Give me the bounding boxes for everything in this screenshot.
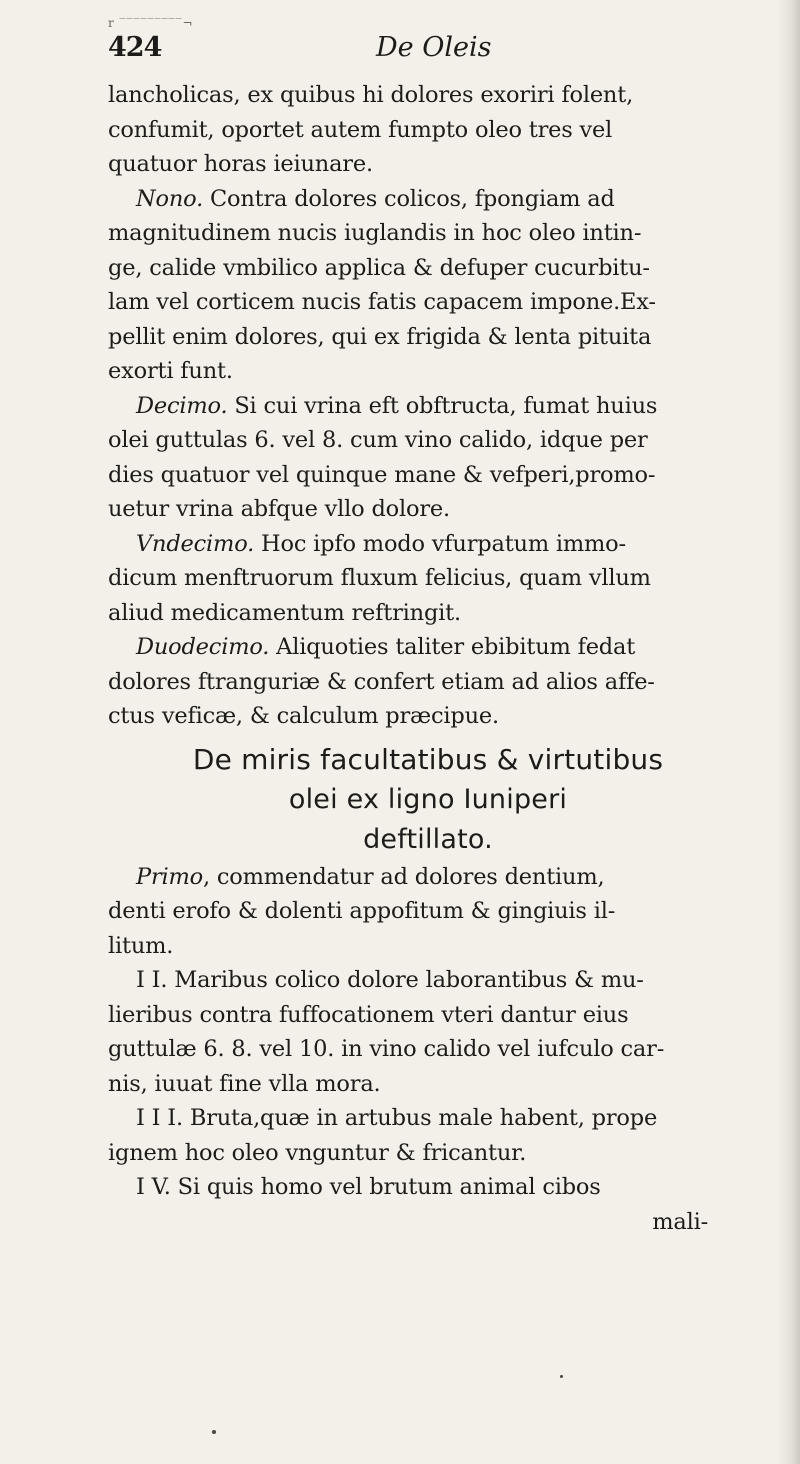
text-line: I V. Si quis homo vel brutum animal cibos	[136, 1174, 601, 1200]
text-line: ctus veficæ, & calculum præcipue.	[108, 703, 499, 729]
section-heading-line: deftillato.	[363, 823, 493, 855]
paragraph-first-line	[108, 860, 748, 895]
text-line: confumit, oportet autem fumpto oleo tres vel	[108, 116, 613, 143]
section-heading-line: olei ex ligno Iuniperi	[288, 783, 568, 815]
paragraph-first-line	[108, 389, 748, 424]
text-line: lieribus contra fuffocationem vteri dantur eius	[108, 1001, 629, 1028]
text-line: olei guttulas 6. vel 8. cum vino calido, idque per	[108, 427, 648, 453]
paragraph-lead: Decimo.	[136, 392, 228, 419]
text-line: ignem hoc oleo vnguntur & fricantur.	[108, 1139, 527, 1166]
text-run: , commendatur ad dolores dentium,	[202, 863, 605, 890]
text-line: lam vel corticem nucis fatis capacem impone.Ex-	[108, 289, 656, 315]
text-line: I I I. Bruta,quæ in artubus male habent, prope	[136, 1105, 658, 1131]
paragraph-lead: Duodecimo.	[136, 634, 270, 660]
text-run: Contra dolores colicos, fpongiam ad	[203, 185, 615, 212]
page-edge-shadow	[778, 0, 800, 1464]
text-run: Si cui vrina eft obftructa, fumat huius	[227, 392, 658, 419]
text-line: exorti funt.	[108, 358, 233, 384]
text-line: uetur vrina abfque vllo dolore.	[108, 496, 450, 522]
text-line: pellit enim dolores, qui ex frigida & lenta pituita	[108, 323, 652, 350]
paragraph-first-line	[108, 630, 748, 665]
text-line: I I. Maribus colico dolore laborantibus & mu-	[136, 967, 644, 993]
text-line: ge, calide vmbilico applica & defuper cucurbitu-	[108, 254, 650, 281]
ink-speck	[560, 1375, 563, 1378]
text-run: Aliquoties taliter ebibitum fedat	[269, 634, 636, 660]
text-run: Hoc ipfo modo vfurpatum immo-	[254, 530, 626, 557]
paragraph-first-line	[108, 527, 748, 562]
paragraph-lead: Nono.	[136, 185, 204, 212]
running-title: De Oleis	[376, 32, 492, 63]
text-line: dies quatuor vel quinque mane & vefperi,promo-	[108, 461, 656, 488]
paragraph-lead: Vndecimo.	[136, 530, 255, 557]
page-header	[108, 16, 668, 70]
paragraph-lead: Primo	[136, 863, 203, 890]
page-number: 424	[108, 32, 162, 63]
text-line: guttulæ 6. 8. vel 10. in vino calido vel iufculo car-	[108, 1036, 665, 1062]
paragraph-first-line	[108, 182, 748, 217]
catchword: mali-	[652, 1208, 708, 1235]
text-line: nis, iuuat fine vlla mora.	[108, 1070, 381, 1097]
ink-speck	[212, 1430, 216, 1434]
text-line: lancholicas, ex quibus hi dolores exoriri folent,	[108, 82, 634, 108]
text-line: dolores ftranguriæ & confert etiam ad alios affe-	[108, 668, 655, 695]
header-printer-mark: r ‾‾‾‾‾‾‾‾‾¬	[108, 16, 194, 30]
text-line: magnitudinem nucis iuglandis in hoc oleo intin-	[108, 220, 642, 246]
text-line: dicum menftruorum fluxum felicius, quam vllum	[108, 565, 651, 591]
text-line: quatuor horas ieiunare.	[108, 151, 373, 177]
text-line: litum.	[108, 932, 174, 959]
text-line: denti erofo & dolenti appofitum & gingiuis il-	[108, 898, 616, 924]
section-heading-line: De miris facultatibus & virtutibus	[192, 742, 664, 776]
text-line: aliud medicamentum reftringit.	[108, 599, 461, 626]
body-text	[108, 78, 748, 1239]
